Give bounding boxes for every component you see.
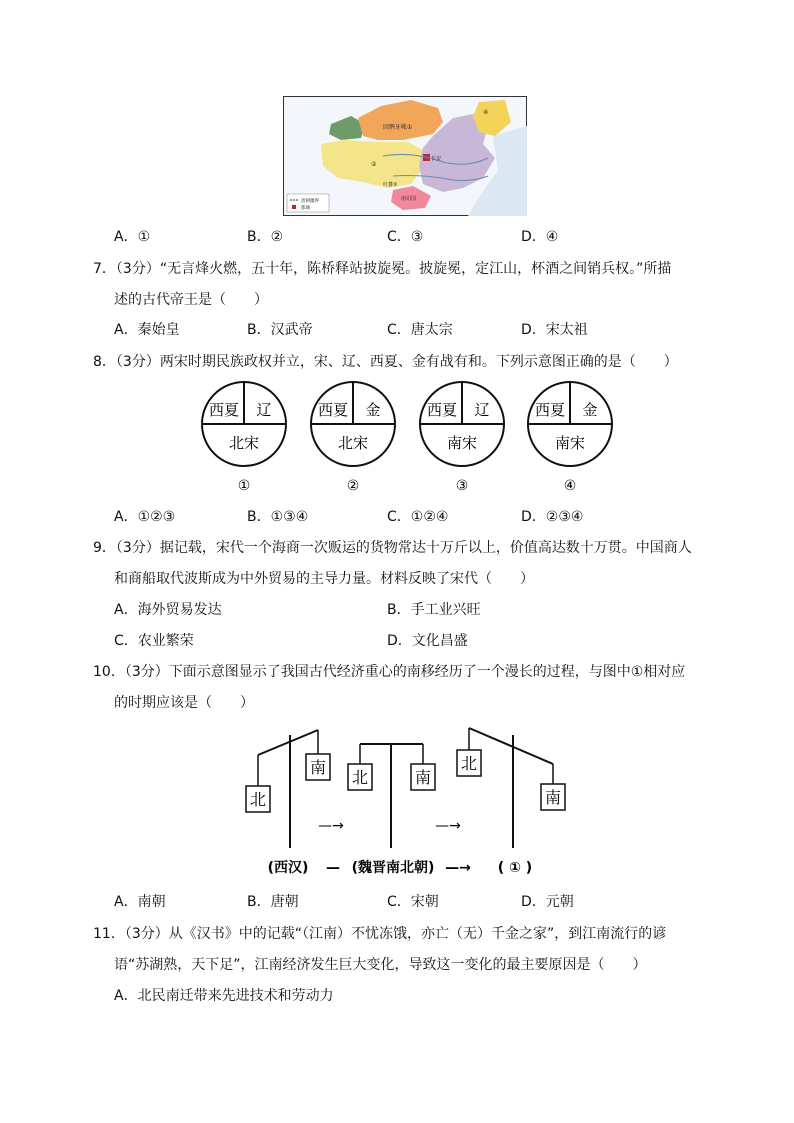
q8-d1-bottom: 北宋 — [228, 434, 260, 452]
q6-map — [283, 96, 527, 216]
q10-s3-south: 南 — [544, 788, 562, 807]
q7-option-d[interactable]: D．宋太祖 — [521, 322, 588, 338]
map-label-west: ② — [371, 161, 377, 168]
q10-s1-north: 北 — [249, 790, 267, 809]
q10-option-d[interactable]: D．元朝 — [521, 894, 574, 910]
q8-d2-bottom: 北宋 — [337, 434, 369, 452]
q8-diagram-svg — [196, 378, 616, 498]
map-label-north: 回鹘牙帐① — [383, 124, 413, 131]
q10-stem-line2: 的时期应该是（ ） — [114, 695, 254, 711]
q8-d4-num: ④ — [563, 478, 577, 494]
q8-stem-line1: 8．（3分）两宋时期民族政权并立，宋、辽、西夏、金有战有和。下列示意图正确的是（ ） — [93, 354, 678, 370]
q6-option-d[interactable]: D．④ — [521, 229, 559, 245]
q10-arrow-3: —→ — [445, 860, 471, 876]
q10-option-c[interactable]: C．宋朝 — [387, 894, 439, 910]
q9-stem-line2: 和商船取代波斯成为中外贸易的主导力量。材料反映了宋代（ ） — [114, 571, 534, 587]
q9-option-d[interactable]: D．文化昌盛 — [387, 633, 468, 649]
q10-s1-south: 南 — [309, 758, 327, 777]
q6-option-b[interactable]: B．② — [247, 229, 284, 245]
q8-d3-tr: 辽 — [474, 401, 490, 419]
q8-option-c[interactable]: C．①②④ — [387, 509, 449, 525]
q7-option-a[interactable]: A．秦始皇 — [114, 322, 180, 338]
q8-d3-bottom: 南宋 — [446, 434, 478, 452]
q10-balance-svg — [243, 720, 573, 885]
q10-period-1: (西汉) — [267, 860, 309, 876]
q10-period-2: (魏晋南北朝) — [351, 860, 435, 876]
q9-option-a[interactable]: A．海外贸易发达 — [114, 602, 222, 618]
q8-d3-num: ③ — [455, 478, 469, 494]
q8-option-b[interactable]: B．①③④ — [247, 509, 309, 525]
q10-stem-line1: 10．（3分）下面示意图显示了我国古代经济重心的南移经历了一个漫长的过程，与图中①相对应 — [93, 664, 686, 680]
q10-arrow-1: —→ — [318, 818, 344, 834]
q10-s3-north: 北 — [460, 754, 478, 773]
q8-d1-tr: 辽 — [256, 401, 272, 419]
q8-d1-num: ① — [237, 478, 251, 494]
q10-period-3: ( ① ) — [497, 860, 533, 876]
legend-city: 都城 — [301, 206, 310, 211]
q8-d1-tl: 西夏 — [208, 401, 240, 419]
q10-s2-north: 北 — [351, 768, 369, 787]
q8-d4-tr: 金 — [582, 401, 598, 419]
tang-map-svg — [283, 96, 527, 216]
map-label-east: ④ — [483, 109, 489, 116]
q7-stem-line1: 7．（3分）“无言烽火燃，五十年，陈桥释站披旋冕。披旋冕，定江山，杯酒之间销兵权。”所描 — [93, 261, 672, 277]
q8-d4-tl: 西夏 — [534, 401, 566, 419]
q11-option-a[interactable]: A．北民南迁带来先进技术和劳动力 — [114, 988, 334, 1004]
q8-diagram-2 — [311, 382, 395, 494]
q8-d2-tr: 金 — [365, 401, 381, 419]
q7-option-c[interactable]: C．唐太宗 — [387, 322, 453, 338]
q7-option-b[interactable]: B．汉武帝 — [247, 322, 313, 338]
q9-stem-line1: 9．（3分）据记载，宋代一个海商一次贩运的货物常达十万斤以上，价值高达数十万贯。中国商人 — [93, 540, 692, 556]
q11-stem-line1: 11．（3分）从《汉书》中的记载“（江南）不忧冻饿，亦亡（无）千金之家”，到江南流行的谚 — [93, 926, 667, 942]
map-label-south: 南诏国 — [401, 196, 417, 202]
q6-option-a[interactable]: A．① — [114, 229, 151, 245]
q10-option-b[interactable]: B．唐朝 — [247, 894, 299, 910]
map-label-capital: 长安 — [431, 156, 442, 162]
q10-s2-south: 南 — [414, 768, 432, 787]
q8-d3-tl: 西夏 — [426, 401, 458, 419]
q9-option-c[interactable]: C．农业繁荣 — [114, 633, 194, 649]
q8-diagram-4 — [528, 382, 612, 494]
q8-diagrams — [196, 378, 616, 498]
q8-d4-bottom: 南宋 — [554, 434, 586, 452]
q8-diagram-1 — [202, 382, 286, 494]
q8-d2-num: ② — [346, 478, 360, 494]
q8-option-a[interactable]: A．①②③ — [114, 509, 176, 525]
q8-option-d[interactable]: D．②③④ — [521, 509, 584, 525]
q11-stem-line2: 语“苏湖熟，天下足”，江南经济发生巨大变化，导致这一变化的最主要原因是（ ） — [114, 957, 647, 973]
legend-border: 唐朝疆界 — [301, 199, 319, 204]
q10-diagram — [243, 720, 573, 885]
q6-option-c[interactable]: C．③ — [387, 229, 424, 245]
q10-dash-1: — — [326, 860, 340, 876]
q10-arrow-2: —→ — [435, 818, 461, 834]
q8-diagram-3 — [420, 382, 504, 494]
q8-d2-tl: 西夏 — [317, 401, 349, 419]
q7-stem-line2: 述的古代帝王是（ ） — [114, 292, 268, 308]
map-label-southwest: 吐蕃③ — [383, 182, 398, 188]
q10-option-a[interactable]: A．南朝 — [114, 894, 166, 910]
q9-option-b[interactable]: B．手工业兴旺 — [387, 602, 481, 618]
